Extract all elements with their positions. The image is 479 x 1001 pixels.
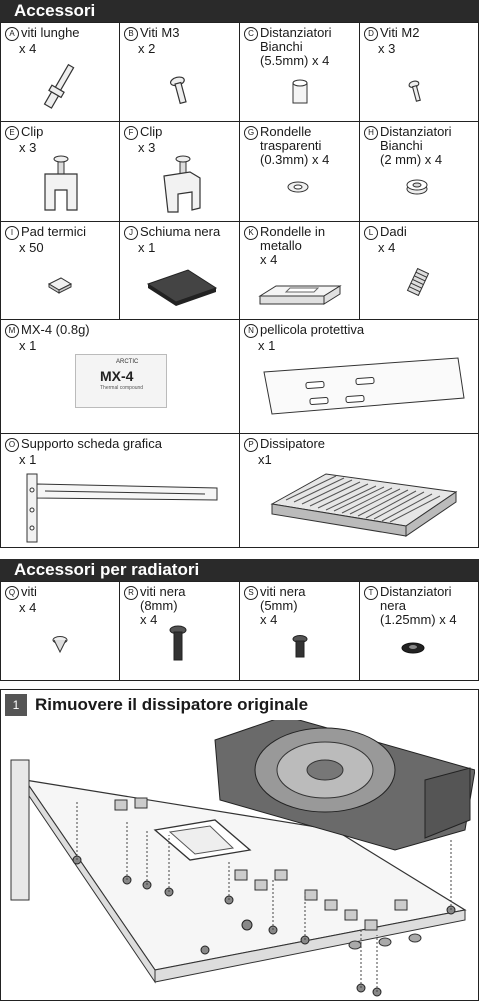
item-label: viti nera (5mm) x 4 — [260, 584, 306, 627]
item-i-cell — [0, 222, 120, 320]
item-label: Pad termici — [21, 224, 87, 239]
item-d-cell — [360, 23, 479, 122]
gpu-support-bracket-icon — [21, 470, 221, 544]
step-title: Rimuovere il dissipatore originale — [35, 695, 309, 714]
item-p-cell — [240, 434, 479, 548]
item-label: viti nera (8mm) x 4 — [140, 584, 186, 627]
badge-l: L — [364, 226, 378, 240]
item-label: Distanziatori Bianchi (5.5mm) x 4 — [260, 25, 332, 68]
item-n-cell — [240, 320, 479, 434]
item-label: pellicola protettiva — [260, 322, 365, 337]
thermal-pad-icon — [47, 276, 73, 294]
item-k-cell — [240, 222, 360, 320]
white-spacer-2mm-icon — [404, 178, 430, 196]
item-label: viti — [21, 584, 37, 599]
badge-g: G — [244, 126, 258, 140]
badge-o: O — [5, 438, 19, 452]
step-1-panel — [0, 689, 479, 1001]
m2-screw-icon — [406, 79, 426, 105]
clip-icon — [39, 154, 83, 214]
item-a-cell — [0, 23, 120, 122]
item-o-cell — [0, 434, 240, 548]
item-qty: x1 — [258, 452, 272, 467]
mx4-name: MX-4 — [100, 368, 134, 384]
item-q-cell — [0, 582, 120, 681]
item-qty: x 3 — [378, 41, 396, 56]
transparent-washer-icon — [286, 180, 310, 194]
nut-icon — [406, 266, 430, 298]
flat-screw-icon — [49, 634, 71, 656]
white-spacer-icon — [290, 79, 310, 107]
heatsink-icon — [266, 464, 462, 544]
black-screw-5mm-icon — [290, 634, 310, 660]
badge-i: I — [5, 226, 19, 240]
radiator-accessories-grid — [0, 581, 479, 681]
item-b-cell — [120, 23, 240, 122]
item-r-cell — [120, 582, 240, 681]
item-label: Clip — [21, 124, 44, 139]
item-qty: x 50 — [19, 240, 44, 255]
item-qty: x 1 — [258, 338, 276, 353]
item-qty: x 1 — [19, 338, 37, 353]
badge-e: E — [5, 126, 19, 140]
item-label: viti lunghe — [21, 25, 80, 40]
protective-film-icon — [254, 354, 470, 418]
badge-n: N — [244, 324, 258, 338]
badge-m: M — [5, 324, 19, 338]
item-label: Dissipatore — [260, 436, 326, 451]
item-s-cell — [240, 582, 360, 681]
item-label: Rondelle trasparenti (0.3mm) x 4 — [260, 124, 330, 167]
badge-k: K — [244, 226, 258, 240]
item-label: Viti M2 — [380, 25, 420, 40]
badge-f: F — [124, 126, 138, 140]
item-qty: x 4 — [19, 600, 37, 615]
item-label: Distanziatori nera (1.25mm) x 4 — [380, 584, 457, 627]
metal-washer-bar-icon — [256, 278, 344, 308]
badge-s: S — [244, 586, 258, 600]
item-label: Distanziatori Bianchi (2 mm) x 4 — [380, 124, 452, 167]
item-g-cell — [240, 122, 360, 222]
step-number: 1 — [5, 694, 27, 716]
item-m-cell — [0, 320, 240, 434]
badge-t: T — [364, 586, 378, 600]
mx4-package — [75, 354, 167, 408]
item-qty: x 1 — [138, 240, 156, 255]
item-j-cell — [120, 222, 240, 320]
badge-j: J — [124, 226, 138, 240]
gpu-disassembly-illustration — [5, 720, 475, 998]
m3-screw-icon — [168, 75, 192, 107]
black-screw-8mm-icon — [166, 624, 190, 664]
badge-a: A — [5, 27, 19, 41]
item-label: Rondelle in metallo x 4 — [260, 224, 326, 267]
badge-c: C — [244, 27, 258, 41]
item-label: Dadi — [380, 224, 407, 239]
accessori-grid — [0, 22, 479, 548]
item-f-cell — [120, 122, 240, 222]
badge-p: P — [244, 438, 258, 452]
black-foam-icon — [144, 266, 220, 308]
item-qty: x 4 — [378, 240, 396, 255]
badge-h: H — [364, 126, 378, 140]
item-c-cell — [240, 23, 360, 122]
item-t-cell — [360, 582, 479, 681]
badge-r: R — [124, 586, 138, 600]
mx4-brand: ARCTIC — [116, 359, 139, 365]
black-spacer-icon — [400, 640, 426, 656]
step-header — [1, 690, 478, 720]
badge-q: Q — [5, 586, 19, 600]
item-qty: x 1 — [19, 452, 37, 467]
item-qty: x 3 — [138, 140, 156, 155]
item-e-cell — [0, 122, 120, 222]
mx4-subtitle: Thermal compound — [100, 385, 144, 391]
item-label: MX-4 (0.8g) — [21, 322, 90, 337]
item-qty: x 4 — [19, 41, 37, 56]
item-label: Schiuma nera — [140, 224, 221, 239]
clip-angled-icon — [160, 154, 204, 214]
item-label: Supporto scheda grafica — [21, 436, 162, 451]
item-l-cell — [360, 222, 479, 320]
section-header-accessori: Accessori — [0, 0, 479, 22]
badge-b: B — [124, 27, 138, 41]
section-header-accessori-radiatori: Accessori per radiatori — [0, 559, 479, 581]
item-qty: x 2 — [138, 41, 156, 56]
item-label: Viti M3 — [140, 25, 180, 40]
long-screw-icon — [39, 61, 79, 113]
badge-d: D — [364, 27, 378, 41]
item-label: Clip — [140, 124, 163, 139]
item-h-cell — [360, 122, 479, 222]
item-qty: x 3 — [19, 140, 37, 155]
